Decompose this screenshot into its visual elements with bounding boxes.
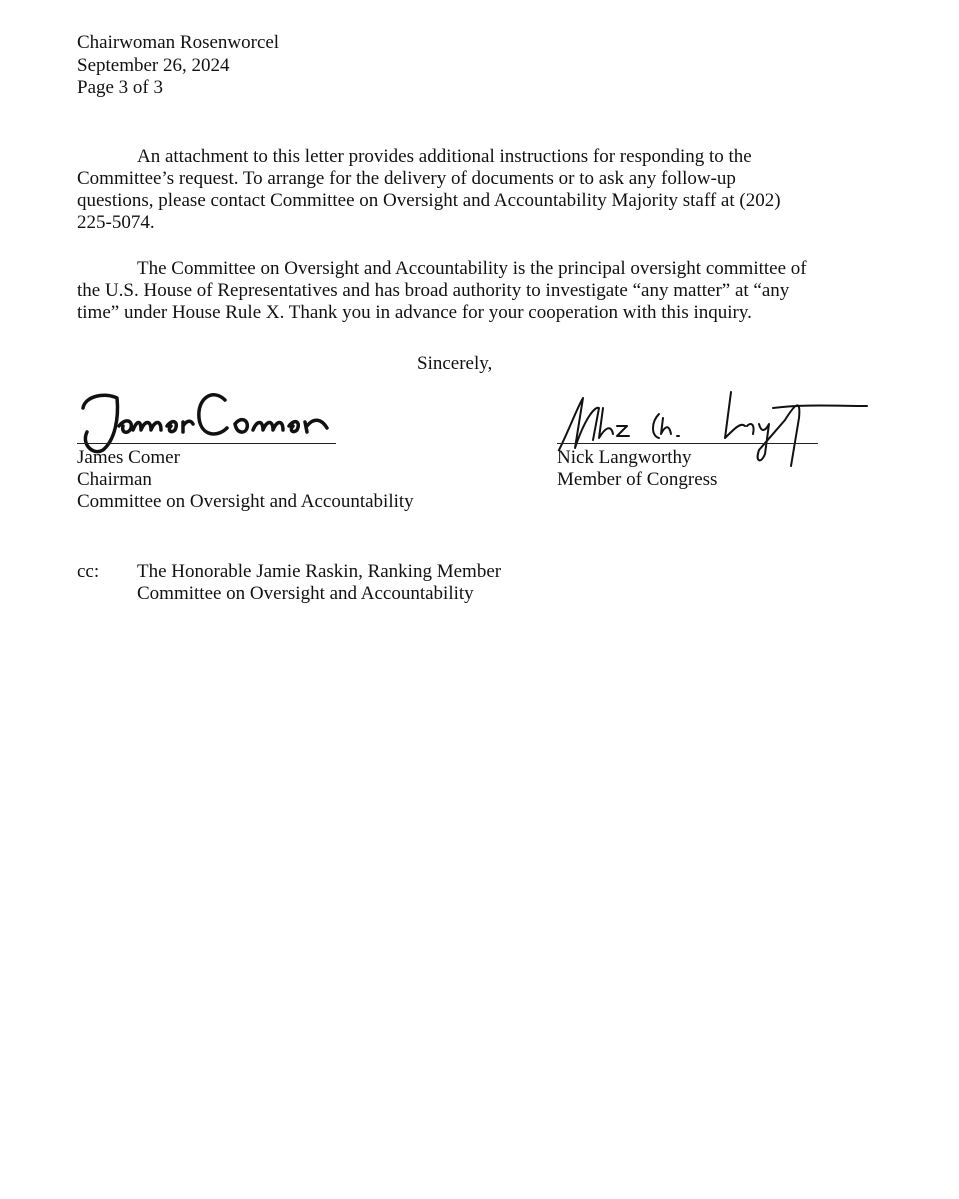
- signer-name: James Comer: [77, 447, 180, 468]
- page-number: Page 3 of 3: [77, 77, 164, 98]
- text-line: The Committee on Oversight and Accountability is the principal oversight committee of: [137, 258, 807, 279]
- signer-name: Nick Langworthy: [557, 447, 692, 468]
- text-line: questions, please contact Committee on Oversight and Accountability Majority staff at (202): [77, 190, 781, 211]
- signature-line: [77, 443, 336, 444]
- signature-james-comer: [75, 378, 345, 458]
- text-line: 225-5074.: [77, 212, 155, 233]
- paragraph-authority: [77, 258, 877, 324]
- signer-title: Chairman: [77, 469, 152, 490]
- text-line: An attachment to this letter provides additional instructions for responding to the: [137, 146, 752, 167]
- signer-title: Member of Congress: [557, 469, 718, 490]
- cc-label: cc:: [77, 561, 100, 582]
- cc-recipient-org: Committee on Oversight and Accountability: [137, 583, 474, 604]
- signer-org: Committee on Oversight and Accountability: [77, 491, 414, 512]
- text-line: Committee’s request. To arrange for the delivery of documents or to ask any follow-up: [77, 168, 736, 189]
- text-line: the U.S. House of Representatives and has broad authority to investigate “any matter” at “any: [77, 280, 790, 301]
- letter-date: September 26, 2024: [77, 55, 230, 76]
- paragraph-attachment: [77, 146, 877, 234]
- cc-recipient: The Honorable Jamie Raskin, Ranking Member: [137, 561, 502, 582]
- closing: Sincerely,: [417, 353, 493, 374]
- recipient: Chairwoman Rosenworcel: [77, 32, 280, 53]
- text-line: time” under House Rule X. Thank you in advance for your cooperation with this inquiry.: [77, 302, 752, 323]
- signature-line: [557, 443, 818, 444]
